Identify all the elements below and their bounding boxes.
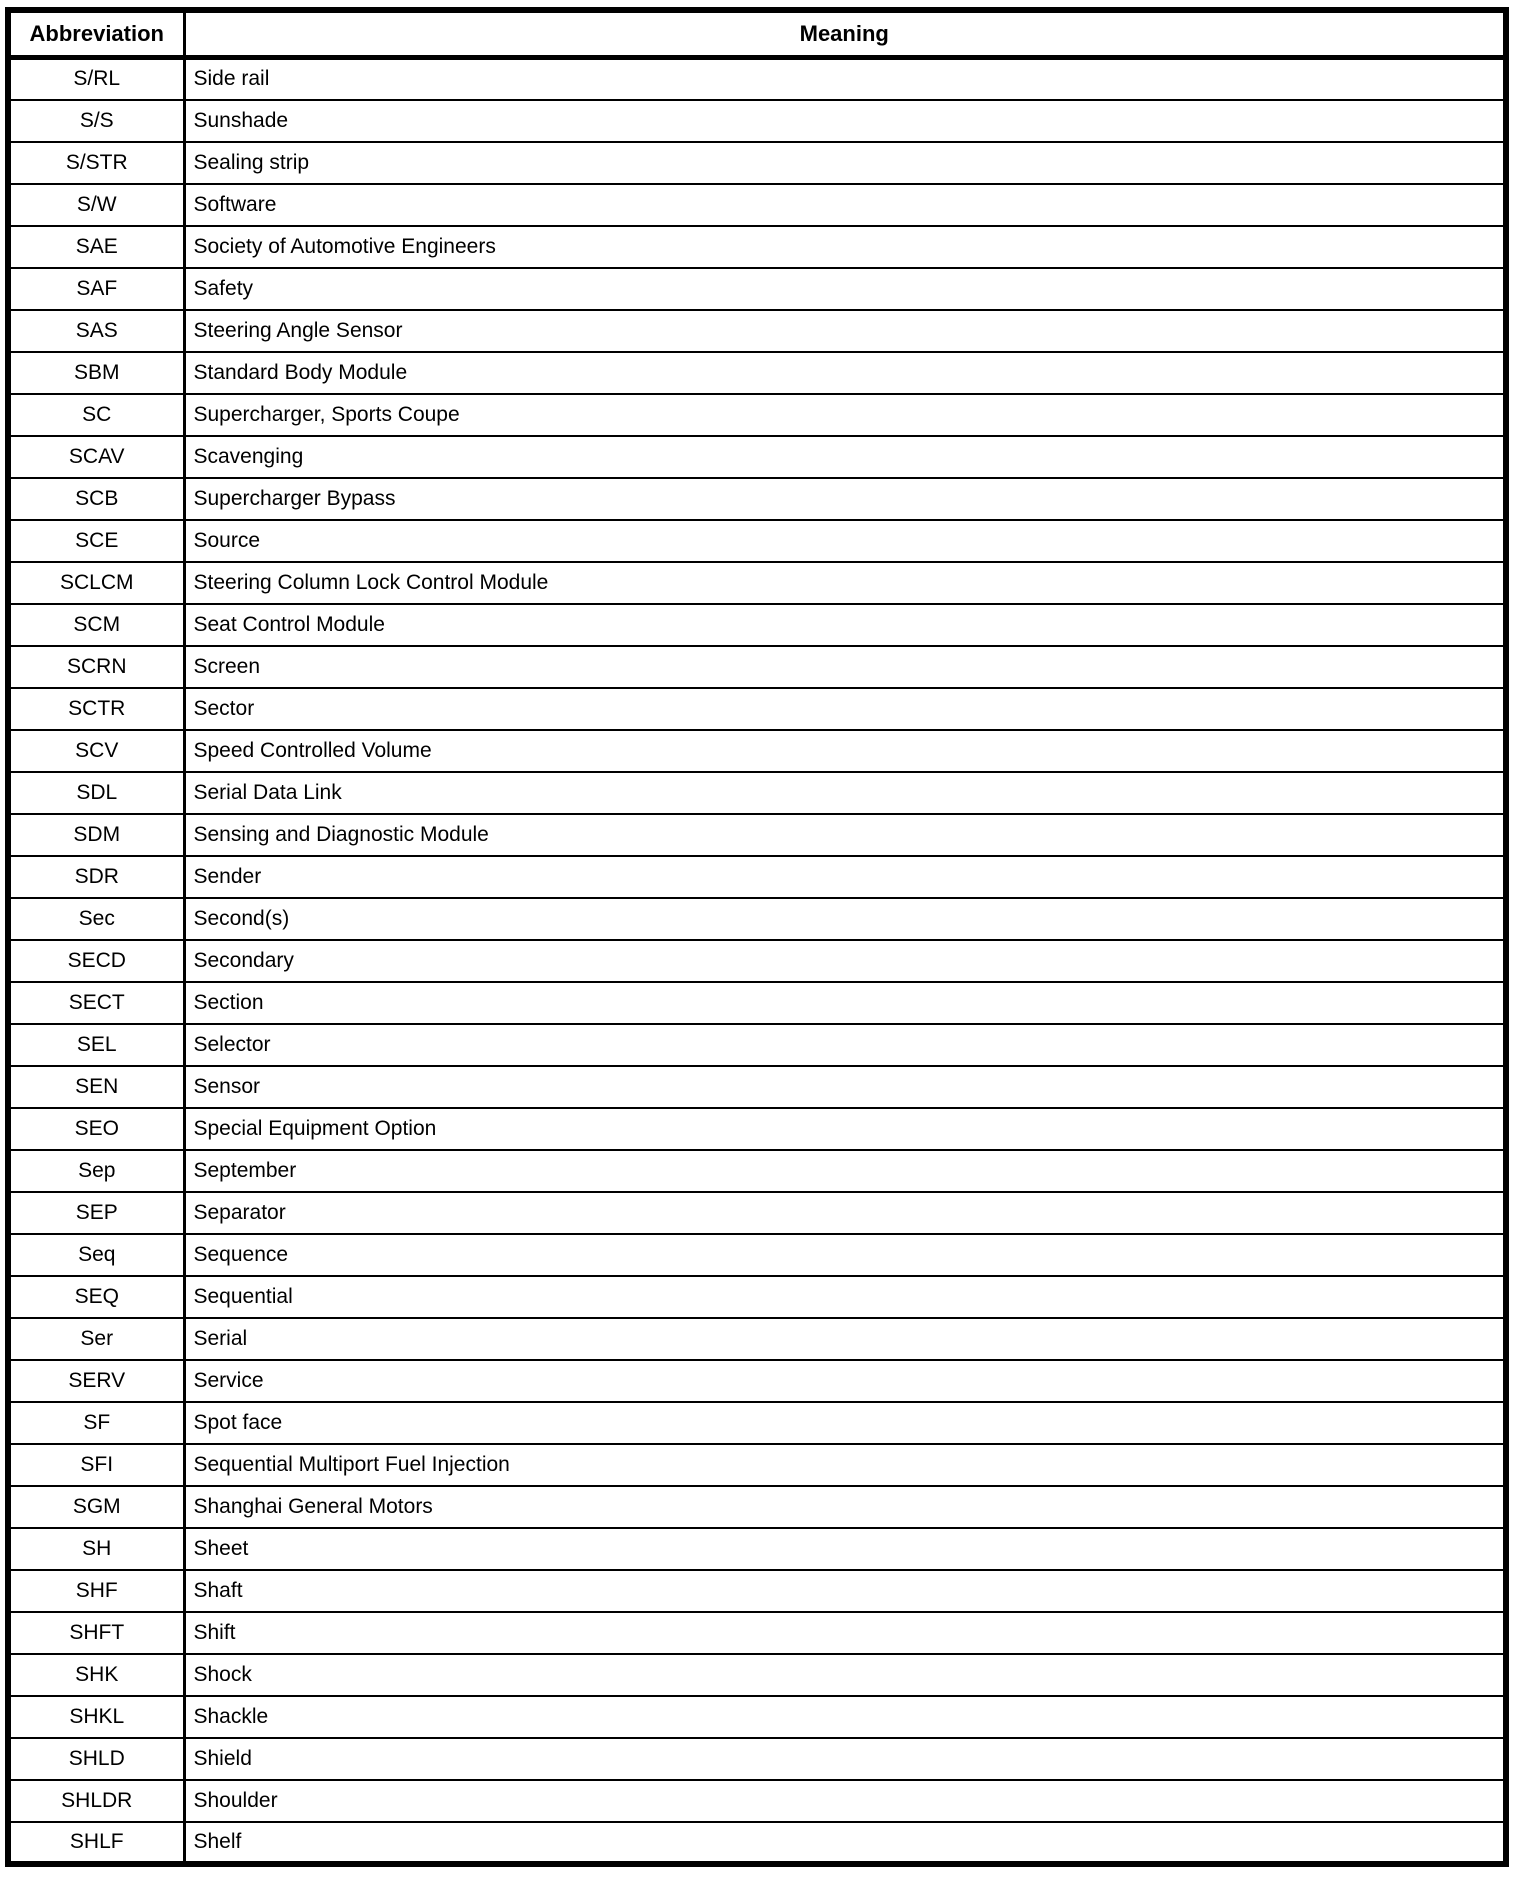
meaning-cell: Sequential <box>184 1276 1506 1318</box>
meaning-cell: Selector <box>184 1024 1506 1066</box>
table-row <box>8 1108 1506 1150</box>
table-row <box>8 1612 1506 1654</box>
table-row <box>8 940 1506 982</box>
abbreviation-cell: S/RL <box>8 58 184 100</box>
meaning-cell: Source <box>184 520 1506 562</box>
table-row <box>8 772 1506 814</box>
meaning-cell: Second(s) <box>184 898 1506 940</box>
abbreviation-cell: SAE <box>8 226 184 268</box>
meaning-cell: Scavenging <box>184 436 1506 478</box>
meaning-cell: Special Equipment Option <box>184 1108 1506 1150</box>
meaning-cell: Shoulder <box>184 1780 1506 1822</box>
table-row <box>8 226 1506 268</box>
table-row <box>8 1822 1506 1864</box>
table-row <box>8 814 1506 856</box>
meaning-cell: Shackle <box>184 1696 1506 1738</box>
abbreviation-cell: SDL <box>8 772 184 814</box>
meaning-cell: Spot face <box>184 1402 1506 1444</box>
table-row <box>8 478 1506 520</box>
meaning-cell: Speed Controlled Volume <box>184 730 1506 772</box>
table-row <box>8 982 1506 1024</box>
abbreviation-cell: SECD <box>8 940 184 982</box>
abbreviation-cell: SCLCM <box>8 562 184 604</box>
table-row <box>8 100 1506 142</box>
table-row <box>8 1066 1506 1108</box>
table-row <box>8 58 1506 100</box>
table-row <box>8 856 1506 898</box>
table-row <box>8 562 1506 604</box>
abbreviation-cell: S/STR <box>8 142 184 184</box>
table-row <box>8 1402 1506 1444</box>
meaning-cell: Sender <box>184 856 1506 898</box>
abbreviation-cell: SEO <box>8 1108 184 1150</box>
table-row <box>8 142 1506 184</box>
table-row <box>8 1276 1506 1318</box>
table-row <box>8 898 1506 940</box>
meaning-cell: Sensor <box>184 1066 1506 1108</box>
table-row <box>8 688 1506 730</box>
abbreviation-cell: SBM <box>8 352 184 394</box>
table-row <box>8 604 1506 646</box>
meaning-cell: Shaft <box>184 1570 1506 1612</box>
abbreviation-cell: SC <box>8 394 184 436</box>
abbreviation-cell: S/S <box>8 100 184 142</box>
table-row <box>8 1654 1506 1696</box>
meaning-cell: Safety <box>184 268 1506 310</box>
abbreviation-cell: SHFT <box>8 1612 184 1654</box>
abbreviation-cell: Sep <box>8 1150 184 1192</box>
abbreviation-cell: SCRN <box>8 646 184 688</box>
meaning-cell: Supercharger Bypass <box>184 478 1506 520</box>
table-row <box>8 394 1506 436</box>
meaning-cell: Secondary <box>184 940 1506 982</box>
abbreviation-cell: SGM <box>8 1486 184 1528</box>
abbreviation-cell: SDM <box>8 814 184 856</box>
abbreviation-cell: SHKL <box>8 1696 184 1738</box>
table-row <box>8 1150 1506 1192</box>
header-row <box>8 10 1506 58</box>
abbreviation-cell: SFI <box>8 1444 184 1486</box>
meaning-cell: Side rail <box>184 58 1506 100</box>
header-abbreviation: Abbreviation <box>8 10 184 58</box>
abbreviation-cell: SEN <box>8 1066 184 1108</box>
abbreviation-cell: SCTR <box>8 688 184 730</box>
table-row <box>8 436 1506 478</box>
abbreviation-cell: SCE <box>8 520 184 562</box>
abbreviation-cell: SEL <box>8 1024 184 1066</box>
meaning-cell: Serial Data Link <box>184 772 1506 814</box>
table-row <box>8 1024 1506 1066</box>
meaning-cell: Shift <box>184 1612 1506 1654</box>
meaning-cell: Shield <box>184 1738 1506 1780</box>
abbreviation-cell: SCB <box>8 478 184 520</box>
table-row <box>8 1570 1506 1612</box>
meaning-cell: Sensing and Diagnostic Module <box>184 814 1506 856</box>
meaning-cell: Sunshade <box>184 100 1506 142</box>
table-row <box>8 1780 1506 1822</box>
table-row <box>8 646 1506 688</box>
table-row <box>8 1486 1506 1528</box>
table-row <box>8 1192 1506 1234</box>
abbreviation-cell: Seq <box>8 1234 184 1276</box>
table-row <box>8 1360 1506 1402</box>
meaning-cell: Shock <box>184 1654 1506 1696</box>
abbreviation-cell: SHF <box>8 1570 184 1612</box>
table-row <box>8 1444 1506 1486</box>
meaning-cell: Screen <box>184 646 1506 688</box>
abbreviation-cell: S/W <box>8 184 184 226</box>
header-meaning: Meaning <box>184 10 1506 58</box>
meaning-cell: Service <box>184 1360 1506 1402</box>
abbreviation-cell: SERV <box>8 1360 184 1402</box>
table-row <box>8 1738 1506 1780</box>
meaning-cell: Sealing strip <box>184 142 1506 184</box>
abbreviation-cell: SHLF <box>8 1822 184 1864</box>
meaning-cell: Sequential Multiport Fuel Injection <box>184 1444 1506 1486</box>
abbreviation-cell: SAS <box>8 310 184 352</box>
meaning-cell: Software <box>184 184 1506 226</box>
table-row <box>8 184 1506 226</box>
table-row <box>8 1528 1506 1570</box>
meaning-cell: Seat Control Module <box>184 604 1506 646</box>
table-row <box>8 1696 1506 1738</box>
meaning-cell: Sheet <box>184 1528 1506 1570</box>
abbreviation-cell: Sec <box>8 898 184 940</box>
meaning-cell: Shelf <box>184 1822 1506 1864</box>
meaning-cell: September <box>184 1150 1506 1192</box>
abbreviation-cell: SCV <box>8 730 184 772</box>
abbreviation-cell: SHLD <box>8 1738 184 1780</box>
abbreviation-cell: SDR <box>8 856 184 898</box>
table-row <box>8 1318 1506 1360</box>
abbreviation-cell: SCM <box>8 604 184 646</box>
meaning-cell: Sector <box>184 688 1506 730</box>
meaning-cell: Serial <box>184 1318 1506 1360</box>
table-row <box>8 310 1506 352</box>
abbreviation-cell: SCAV <box>8 436 184 478</box>
table-row <box>8 268 1506 310</box>
table-row <box>8 520 1506 562</box>
meaning-cell: Shanghai General Motors <box>184 1486 1506 1528</box>
abbreviation-cell: SECT <box>8 982 184 1024</box>
abbreviation-table <box>5 7 1509 1867</box>
meaning-cell: Society of Automotive Engineers <box>184 226 1506 268</box>
table-row <box>8 730 1506 772</box>
table-body <box>8 58 1506 1864</box>
abbreviation-cell: SH <box>8 1528 184 1570</box>
abbreviation-cell: SEQ <box>8 1276 184 1318</box>
meaning-cell: Section <box>184 982 1506 1024</box>
meaning-cell: Standard Body Module <box>184 352 1506 394</box>
meaning-cell: Steering Angle Sensor <box>184 310 1506 352</box>
table-row <box>8 1234 1506 1276</box>
abbreviation-cell: SEP <box>8 1192 184 1234</box>
meaning-cell: Sequence <box>184 1234 1506 1276</box>
meaning-cell: Supercharger, Sports Coupe <box>184 394 1506 436</box>
abbreviation-cell: SF <box>8 1402 184 1444</box>
abbreviation-cell: SHLDR <box>8 1780 184 1822</box>
abbreviation-cell: Ser <box>8 1318 184 1360</box>
abbreviation-cell: SHK <box>8 1654 184 1696</box>
table-row <box>8 352 1506 394</box>
abbreviation-cell: SAF <box>8 268 184 310</box>
meaning-cell: Separator <box>184 1192 1506 1234</box>
meaning-cell: Steering Column Lock Control Module <box>184 562 1506 604</box>
